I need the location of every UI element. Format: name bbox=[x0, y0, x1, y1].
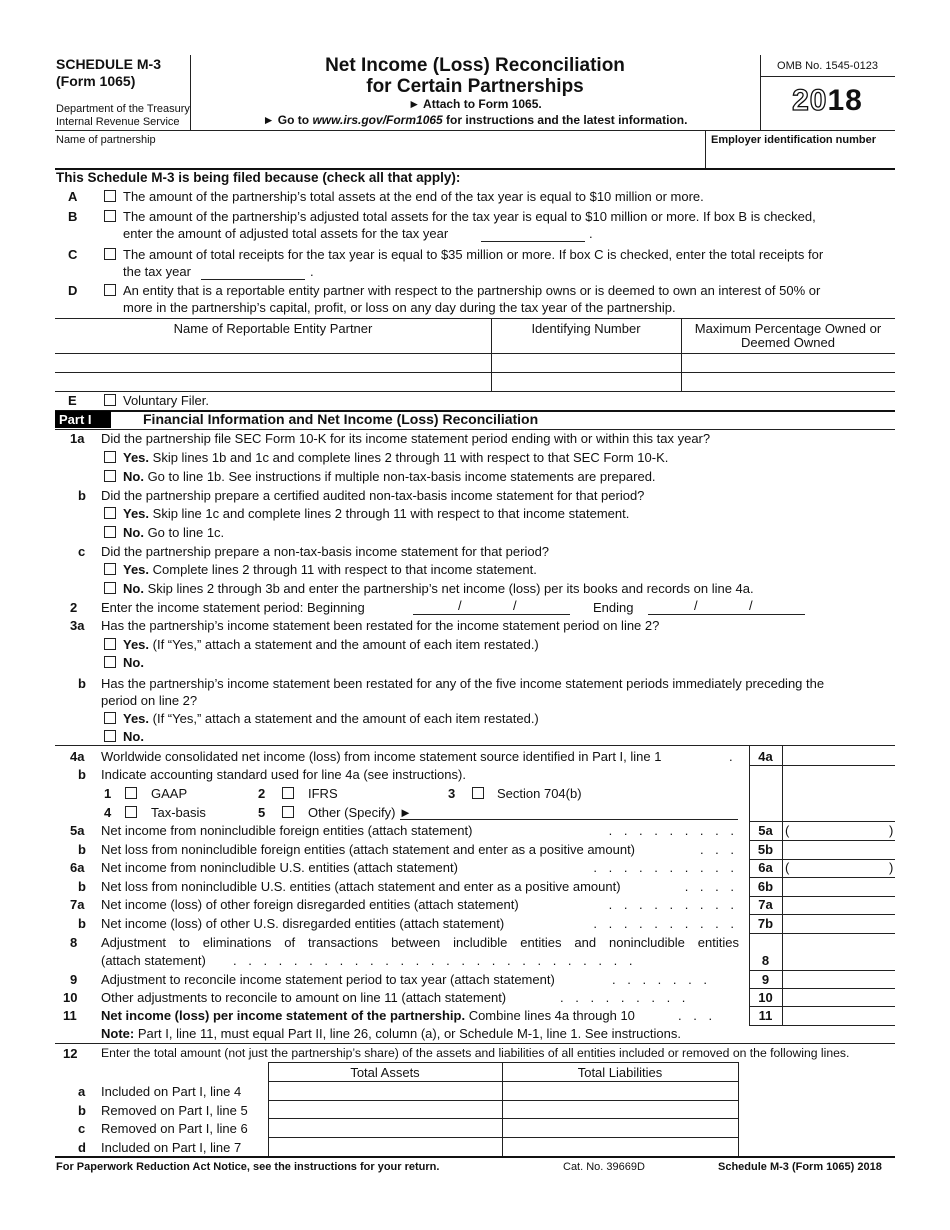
total-assets-field[interactable] bbox=[270, 1101, 500, 1118]
checkbox-1b-yes[interactable] bbox=[104, 507, 116, 519]
line-2-label: Enter the income statement period: Beginning bbox=[101, 600, 365, 615]
line-11-text: Net income (loss) per income statement of the partnership. Combine lines 4a through 10 bbox=[101, 1008, 635, 1023]
line-letter: B bbox=[68, 209, 78, 224]
voluntary-filer-label: Voluntary Filer. bbox=[123, 393, 209, 408]
line-12-row-label: Removed on Part I, line 6 bbox=[101, 1121, 248, 1136]
total-assets-field[interactable] bbox=[270, 1119, 500, 1136]
checkbox-1c-no[interactable] bbox=[104, 582, 116, 594]
line-letter: D bbox=[68, 283, 78, 298]
schedule-name: SCHEDULE M-3 bbox=[56, 56, 162, 72]
line-12-letter: b bbox=[78, 1103, 86, 1118]
line-7a-text: Net income (loss) of other foreign disregarded entities (attach statement) bbox=[101, 897, 519, 912]
col-identifying-number: Identifying Number bbox=[531, 321, 641, 336]
checkbox-other[interactable] bbox=[282, 806, 294, 818]
line-12-letter: a bbox=[78, 1084, 86, 1099]
line-box-label: 9 bbox=[761, 972, 770, 987]
line-5b-text: Net loss from nonincludible foreign entities (attach statement and enter as a positive amount) bbox=[101, 842, 636, 857]
line-8-text: Adjustment to eliminations of transactions between includible entities and nonincludible entities bbox=[101, 935, 739, 950]
checkbox-3a-no[interactable] bbox=[104, 656, 116, 668]
form-title-line1: Net Income (Loss) Reconciliation bbox=[325, 55, 625, 76]
line-box-label: 5a bbox=[758, 823, 773, 838]
form-title-line2: for Certain Partnerships bbox=[366, 76, 584, 97]
line-9-amount[interactable] bbox=[784, 971, 894, 988]
checkbox-1a-yes[interactable] bbox=[104, 451, 116, 463]
attach-instruction: ► Attach to Form 1065. bbox=[408, 97, 542, 111]
leader-dots: . . . . bbox=[684, 879, 738, 894]
checkbox-e-voluntary-filer[interactable] bbox=[104, 394, 116, 406]
period-beginning-field[interactable] bbox=[413, 614, 570, 615]
line-4a-text: Worldwide consolidated net income (loss) from income statement source identified in Part I, line 1 bbox=[101, 749, 662, 764]
line-box-label: 6a bbox=[758, 860, 773, 875]
line-number: 5a bbox=[70, 823, 85, 838]
ein-field[interactable] bbox=[711, 146, 891, 166]
line-4b-text: Indicate accounting standard used for line 4a (see instructions). bbox=[101, 767, 466, 782]
line-box-label: 8 bbox=[761, 953, 770, 968]
line-6b-amount[interactable] bbox=[784, 878, 894, 895]
checkbox-3a-yes[interactable] bbox=[104, 638, 116, 650]
irs-label: Internal Revenue Service bbox=[56, 116, 180, 128]
partner-name-field[interactable] bbox=[56, 373, 490, 391]
col-total-liabilities: Total Liabilities bbox=[577, 1065, 663, 1080]
goto-instruction: ► Go to www.irs.gov/Form1065 for instructions and the latest information. bbox=[262, 113, 688, 127]
checkbox-tax-basis[interactable] bbox=[125, 806, 137, 818]
checkbox-section-704b[interactable] bbox=[472, 787, 484, 799]
line-box-label: 11 bbox=[758, 1008, 773, 1023]
line-6a-amount[interactable] bbox=[784, 859, 894, 876]
checkbox-3b-no[interactable] bbox=[104, 730, 116, 742]
leader-dots: . . . . . . . . . . bbox=[593, 860, 738, 875]
partnership-name-label: Name of partnership bbox=[56, 134, 156, 146]
line-4a-amount[interactable] bbox=[784, 747, 894, 764]
line-9-text: Adjustment to reconcile income statement period to tax year (attach statement) bbox=[101, 972, 555, 987]
total-liabilities-field[interactable] bbox=[504, 1101, 736, 1118]
checkbox-1b-no[interactable] bbox=[104, 526, 116, 538]
omb-number: OMB No. 1545-0123 bbox=[777, 60, 878, 72]
line-box-label: 10 bbox=[758, 990, 773, 1005]
line-a-text: The amount of the partnership’s total assets at the end of the tax year is equal to $10 million or more. bbox=[123, 189, 704, 204]
line-number: b bbox=[78, 842, 86, 857]
line-d-text: more in the partnership’s capital, profit, or loss on any day during the tax year of the partnership. bbox=[123, 300, 676, 315]
line-box-label: 5b bbox=[757, 842, 774, 857]
line-box-label: 6b bbox=[757, 879, 774, 894]
period-ending-field[interactable] bbox=[648, 614, 805, 615]
partnership-name-field[interactable] bbox=[57, 146, 697, 166]
line-12-text: Enter the total amount (not just the partnership’s share) of the assets and liabilities of all entities included or removed on the following lines. bbox=[101, 1046, 850, 1060]
line-box-label: 7b bbox=[757, 916, 774, 931]
line-5b-amount[interactable] bbox=[784, 841, 894, 858]
line-number: b bbox=[78, 916, 86, 931]
paren-close: ) bbox=[889, 823, 894, 838]
paren-close: ) bbox=[889, 860, 894, 875]
leader-dots: . . . . . . . . . bbox=[608, 897, 738, 912]
line-letter: C bbox=[68, 247, 78, 262]
line-12-letter: d bbox=[78, 1140, 86, 1155]
paperwork-notice: For Paperwork Reduction Act Notice, see the instructions for your return. bbox=[56, 1161, 440, 1173]
line-7b-amount[interactable] bbox=[784, 915, 894, 932]
footer-form-id: Schedule M-3 (Form 1065) 2018 bbox=[718, 1161, 882, 1173]
partner-id-field[interactable] bbox=[493, 373, 679, 391]
partner-id-field[interactable] bbox=[493, 354, 679, 372]
ein-label: Employer identification number bbox=[711, 134, 877, 146]
paren-open: ( bbox=[785, 860, 790, 875]
line-12-row-label: Included on Part I, line 7 bbox=[101, 1140, 242, 1155]
line-5a-text: Net income from nonincludible foreign entities (attach statement) bbox=[101, 823, 473, 838]
line-number: b bbox=[78, 879, 86, 894]
adjusted-total-assets-field[interactable] bbox=[481, 241, 585, 242]
line-c-text: The amount of total receipts for the tax year is equal to $35 million or more. If box C is checked, enter the total receipts for bbox=[123, 247, 824, 262]
col-max-percentage: Maximum Percentage Owned or bbox=[694, 321, 882, 336]
line-letter: A bbox=[68, 189, 78, 204]
line-11-amount[interactable] bbox=[784, 1007, 894, 1024]
line-7b-text: Net income (loss) of other U.S. disregarded entities (attach statement) bbox=[101, 916, 505, 931]
line-10-amount[interactable] bbox=[784, 989, 894, 1006]
irs-link[interactable]: www.irs.gov/Form1065 bbox=[312, 113, 443, 127]
checkbox-3b-yes[interactable] bbox=[104, 712, 116, 724]
total-liabilities-field[interactable] bbox=[504, 1119, 736, 1136]
partner-percentage-field[interactable] bbox=[683, 354, 893, 372]
leader-dots: . . . . . . . . . . bbox=[593, 916, 738, 931]
partner-name-field[interactable] bbox=[56, 354, 490, 372]
partner-percentage-field[interactable] bbox=[683, 373, 893, 391]
line-11-note: Note: Part I, line 11, must equal Part II, line 26, column (a), or Schedule M-1, line 1. See instructions. bbox=[101, 1026, 681, 1041]
leader-dots: . . . bbox=[699, 842, 738, 857]
total-assets-field[interactable] bbox=[270, 1138, 500, 1155]
checkbox-gaap[interactable] bbox=[125, 787, 137, 799]
checkbox-a[interactable] bbox=[104, 190, 116, 202]
tax-year: 2018 bbox=[792, 84, 863, 117]
line-10-text: Other adjustments to reconcile to amount on line 11 (attach statement) bbox=[101, 990, 507, 1005]
line-number: 7a bbox=[70, 897, 85, 912]
checkbox-1a-no[interactable] bbox=[104, 470, 116, 482]
catalog-number: Cat. No. 39669D bbox=[563, 1161, 645, 1173]
line-b-text: The amount of the partnership’s adjusted total assets for the tax year is equal to $10 million or more. If box B is checked, bbox=[123, 209, 816, 224]
checkbox-ifrs[interactable] bbox=[282, 787, 294, 799]
leader-dots: . . . . . . . . . bbox=[608, 823, 738, 838]
line-5a-amount[interactable] bbox=[784, 822, 894, 839]
department-label: Department of the Treasury bbox=[56, 103, 190, 115]
checkbox-c[interactable] bbox=[104, 248, 116, 260]
total-assets-field[interactable] bbox=[270, 1082, 500, 1099]
line-6a-text: Net income from nonincludible U.S. entities (attach statement) bbox=[101, 860, 458, 875]
line-b-text: enter the amount of adjusted total assets for the tax year bbox=[123, 226, 449, 241]
total-receipts-field[interactable] bbox=[201, 279, 305, 280]
line-1b-question: Did the partnership prepare a certified audited non-tax-basis income statement for that period? bbox=[101, 488, 645, 503]
line-12-row-label: Removed on Part I, line 5 bbox=[101, 1103, 248, 1118]
line-number: 6a bbox=[70, 860, 85, 875]
part-i-title: Financial Information and Net Income (Loss) Reconciliation bbox=[143, 411, 539, 427]
line-c-text: the tax year bbox=[123, 264, 191, 279]
line-box-label: 4a bbox=[758, 749, 773, 764]
line-1a-question: Did the partnership file SEC Form 10-K for its income statement period ending with or within this tax year? bbox=[101, 431, 711, 446]
form-reference: (Form 1065) bbox=[56, 73, 136, 89]
checkbox-1c-yes[interactable] bbox=[104, 563, 116, 575]
total-liabilities-field[interactable] bbox=[504, 1082, 736, 1099]
line-6b-text: Net loss from nonincludible U.S. entities (attach statement and enter as a positive amount) bbox=[101, 879, 621, 894]
checkbox-d[interactable] bbox=[104, 284, 116, 296]
other-standard-field[interactable] bbox=[400, 819, 738, 820]
line-letter: E bbox=[68, 393, 77, 408]
line-8-amount[interactable] bbox=[784, 934, 894, 968]
line-1c-question: Did the partnership prepare a non-tax-basis income statement for that period? bbox=[101, 544, 550, 559]
paren-open: ( bbox=[785, 823, 790, 838]
line-3a-question: Has the partnership’s income statement been restated for the income statement period on line 2? bbox=[101, 618, 660, 633]
total-liabilities-field[interactable] bbox=[504, 1138, 736, 1155]
line-2-ending-label: Ending bbox=[593, 600, 634, 615]
filing-intro: This Schedule M-3 is being filed because (check all that apply): bbox=[56, 170, 461, 185]
line-12-letter: c bbox=[78, 1121, 86, 1136]
part-i-tag: Part I bbox=[55, 411, 111, 428]
line-7a-amount[interactable] bbox=[784, 896, 894, 913]
line-3b-question: Has the partnership’s income statement been restated for any of the five income statement periods immediately preceding the bbox=[101, 676, 825, 691]
line-box-label: 7a bbox=[758, 897, 773, 912]
col-total-assets: Total Assets bbox=[350, 1065, 420, 1080]
line-d-text: An entity that is a reportable entity partner with respect to the partnership owns or is deemed to own an interest of 50% or bbox=[123, 283, 821, 298]
col-partner-name: Name of Reportable Entity Partner bbox=[173, 321, 373, 336]
checkbox-b[interactable] bbox=[104, 210, 116, 222]
line-12-row-label: Included on Part I, line 4 bbox=[101, 1084, 242, 1099]
